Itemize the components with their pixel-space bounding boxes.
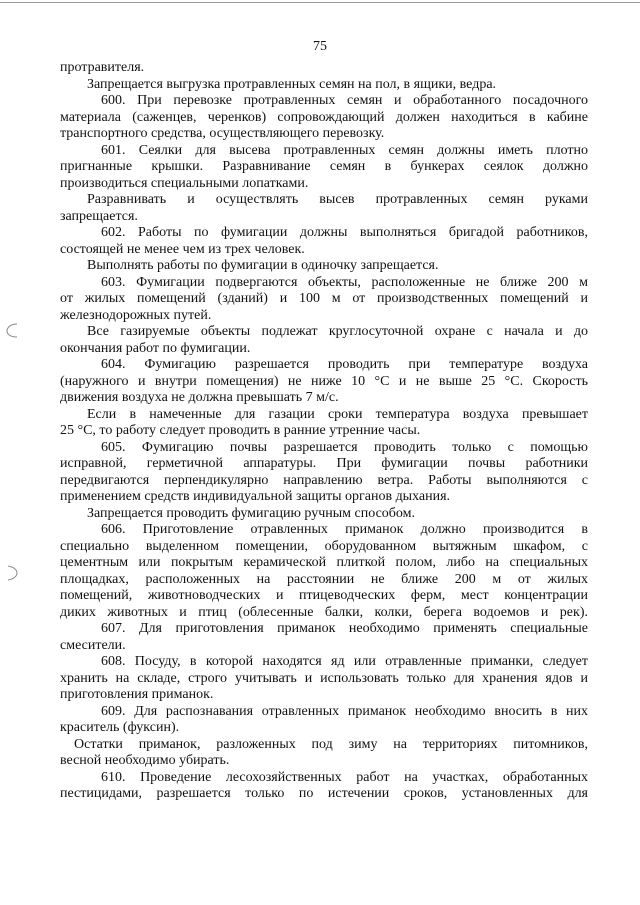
text-line: исправной, герметичной аппаратуры. При фумигации почвы работники [60, 456, 588, 471]
text-line: производиться специальными лопатками. [60, 175, 309, 191]
text-line: пригнанные крышки. Разравнивание семян в бункерах сеялок должно [60, 159, 588, 174]
text-line: запрещается. [60, 208, 138, 224]
text-line: состоящей не менее чем из трех человек. [60, 241, 305, 257]
text-line: смесители. [60, 637, 126, 653]
text-line: 605. Фумигацию почвы разрешается проводить только с помощью [101, 439, 588, 455]
text-line: 607. Для приготовления приманок необходимо применять специальные [101, 621, 588, 636]
text-line: помещений, животноводческих и птицеводческих ферм, мест концентрации [60, 588, 588, 603]
text-line: 604. Фумигацию разрешается проводить при температуре воздуха [101, 357, 588, 372]
text-line: цементным или покрытым керамической плиткой полом, либо на специальных [60, 555, 588, 570]
text-line: площадках, расположенных на расстоянии не ближе 200 м от жилых [60, 571, 588, 587]
text-line: Разравнивать и осуществлять высев протравленных семян руками [87, 192, 588, 207]
page-number: 75 [313, 39, 327, 54]
text-line: 606. Приготовление отравленных приманок должно производится в [101, 522, 588, 537]
text-line: 25 °С, то работу следует проводить в ранние утренние часы. [60, 423, 421, 438]
document-body [60, 60, 588, 803]
text-line: 608. Посуду, в которой находятся яд или отравленные приманки, следует [101, 654, 588, 669]
text-line: 602. Работы по фумигации должны выполняться бригадой работников, [101, 225, 588, 240]
text-line: 601. Сеялки для высева протравленных семян должны иметь плотно [101, 142, 588, 158]
text-line: протравителя. [60, 60, 145, 75]
text-line: Запрещается проводить фумигацию ручным способом. [87, 505, 416, 521]
text-line: транспортного средства, осуществляющего перевозку. [60, 126, 385, 141]
punch-hole-mark [4, 322, 20, 340]
text-line: хранить на складе, строго учитывать и использовать только для хранения ядов и [60, 670, 588, 686]
text-line: 603. Фумигации подвергаются объекты, расположенные не ближе 200 м [101, 274, 588, 290]
text-line: пестицидами, разрешается только по истечении сроков, установленных для [60, 786, 588, 801]
text-line: Выполнять работы по фумигации в одиночку запрещается. [87, 258, 439, 273]
text-line: диких животных и птиц (облесенные балки, колки, берега водоемов и рек). [60, 604, 588, 620]
text-line: приготовления приманок. [60, 687, 214, 702]
text-line: Запрещается выгрузка протравленных семян на пол, в ящики, ведра. [87, 76, 497, 92]
text-line: (наружного и внутри помещения) не ниже 10 °С и не выше 25 °С. Скорость [60, 373, 588, 389]
text-line: 609. Для распознавания отравленных приманок необходимо вносить в них [101, 703, 588, 719]
text-line: Если в намеченные для газации сроки температура воздуха превышает [87, 406, 588, 422]
punch-hole-mark [4, 564, 20, 582]
text-line: Остатки приманок, разложенных под зиму на территориях питомников, [74, 736, 588, 752]
text-line: окончания работ по фумигации. [60, 340, 251, 356]
text-line: железнодорожных путей. [60, 307, 212, 323]
text-line: 600. При перевозке протравленных семян и обработанного посадочного [101, 93, 588, 108]
text-line: применением средств индивидуальной защиты органов дыхания. [60, 489, 451, 504]
text-line: Все газируемые объекты подлежат круглосуточной охране с начала и до [87, 324, 588, 339]
text-line: передвигаются перпендикулярно направлению ветра. Работы выполняются с [60, 472, 588, 488]
text-line: от жилых помещений (зданий) и 100 м от производственных помещений и [60, 291, 588, 306]
text-line: весной необходимо убирать. [60, 753, 230, 768]
text-line: движения воздуха не должна превышать 7 м/с. [60, 390, 339, 405]
text-line: краситель (фуксин). [60, 720, 180, 735]
scan-top-edge [0, 2, 640, 3]
text-line: материала (саженцев, черенков) сопровождающий должен находиться в кабине [60, 109, 588, 125]
text-line: 610. Проведение лесохозяйственных работ на участках, обработанных [101, 769, 588, 785]
text-line: специально выделенном помещении, оборудованном вытяжным шкафом, с [60, 538, 588, 554]
